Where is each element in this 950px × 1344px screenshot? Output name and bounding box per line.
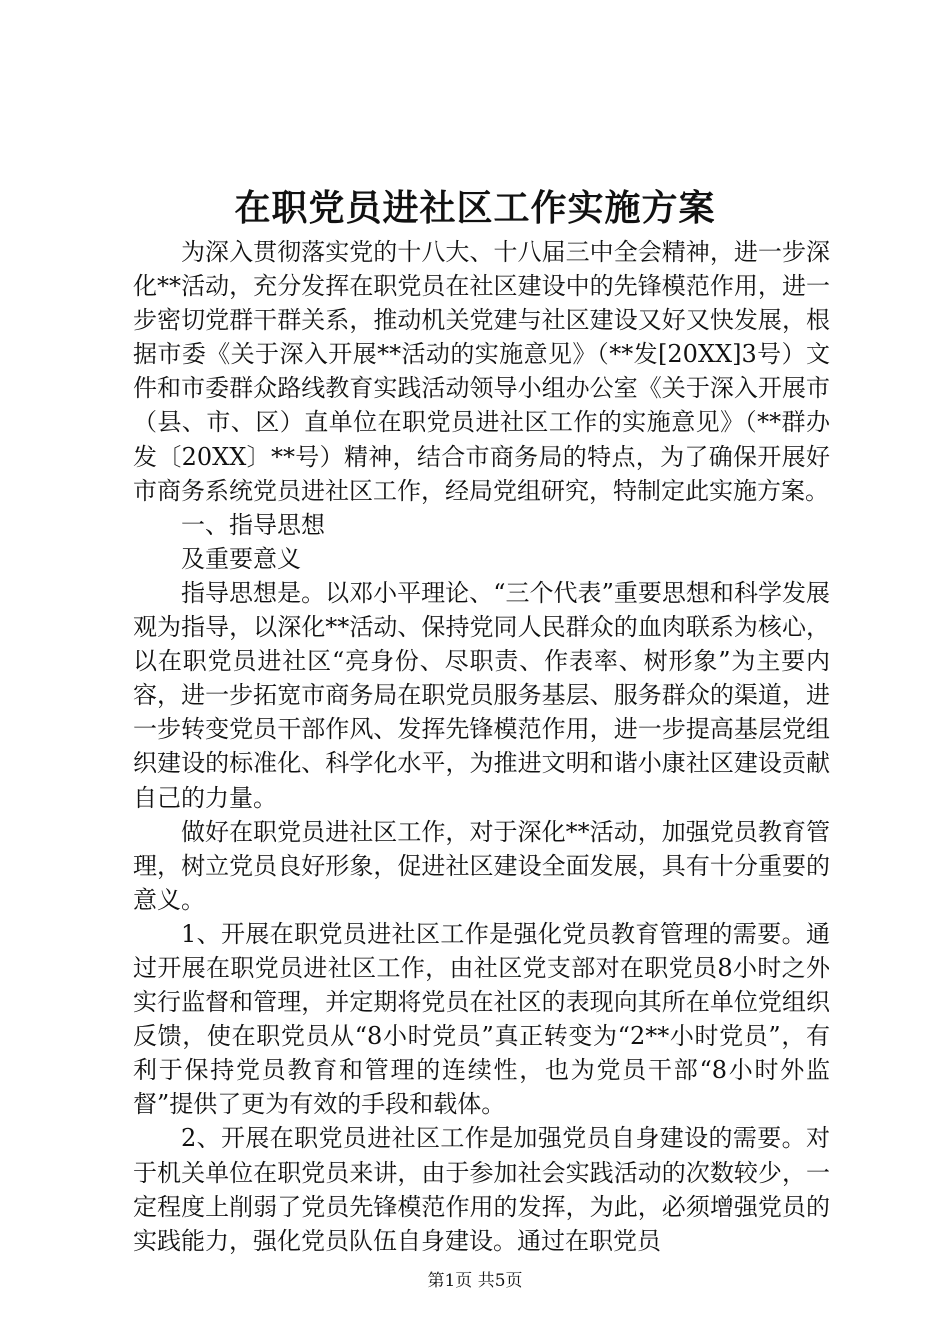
page-footer: 第1页 共5页 [427, 1271, 523, 1291]
guiding-thought-paragraph: 指导思想是。以邓小平理论、“三个代表”重要思想和科学发展观为指导，以深化**活动、保持党同人民群众的血肉联系为核心，以在职党员进社区“亮身份、尽职责、作表率、树形象”为主要内容，进一步拓宽市商务局在职党员服务基层、服务群众的渠道，进一步转变党员干部作风、发挥先锋模范作用，进一步提高基层党组织建设的标准化、科学化水平，为推进文明和谐小康社区建设贡献自己的力量。 [133, 578, 830, 812]
significance-paragraph: 做好在职党员进社区工作，对于深化**活动，加强党员教育管理，树立党员良好形象，促进社区建设全面发展，具有十分重要的意义。 [133, 817, 830, 914]
section-heading-continued: 及重要意义 [181, 544, 301, 573]
section-heading: 一、指导思想 [181, 510, 325, 539]
point-1-paragraph: 1、开展在职党员进社区工作是强化党员教育管理的需要。通过开展在职党员进社区工作，由社区党支部对在职党员8小时之外实行监督和管理，并定期将党员在社区的表现向其所在单位党组织反馈，使在职党员从“8小时党员”真正转变为“2**小时党员”，有利于保持党员教育和管理的连续性，也为党员干部“8小时外监督”提供了更为有效的手段和载体。 [133, 919, 830, 1119]
document-body [133, 235, 830, 1258]
intro-paragraph: 为深入贯彻落实党的十八大、十八届三中全会精神，进一步深化**活动，充分发挥在职党员在社区建设中的先锋模范作用，进一步密切党群干群关系，推动机关党建与社区建设又好又快发展，根据市委《关于深入开展**活动的实施意见》（**发[20XX]3号）文件和市委群众路线教育实践活动领导小组办公室《关于深入开展市（县、市、区）直单位在职党员进社区工作的实施意见》（**群办发〔20XX〕**号）精神，结合市商务局的特点，为了确保开展好市商务系统党员进社区工作，经局党组研究，特制定此实施方案。 [133, 238, 830, 505]
document-title: 在职党员进社区工作实施方案 [234, 187, 716, 229]
point-2-paragraph: 2、开展在职党员进社区工作是加强党员自身建设的需要。对于机关单位在职党员来讲，由于参加社会实践活动的次数较少，一定程度上削弱了党员先锋模范作用的发挥，为此，必须增强党员的实践能力，强化党员队伍自身建设。通过在职党员 [133, 1124, 830, 1255]
